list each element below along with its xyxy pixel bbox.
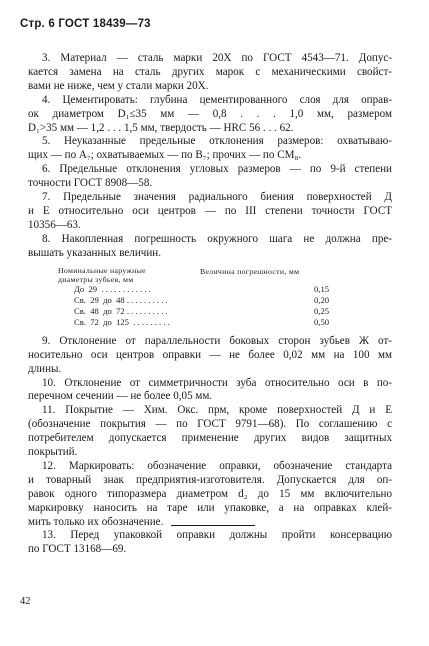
page-number: 42 <box>20 596 31 607</box>
requirements-list-2 <box>28 335 392 558</box>
table-row <box>28 306 392 317</box>
table-cell-value: 0,20 <box>314 294 330 305</box>
text-line: 7. Предельные значения радиального биения поверхностей Д <box>42 191 392 204</box>
requirement-item <box>28 191 392 233</box>
requirement-item <box>28 404 392 460</box>
text-line: 10. Отклонение от симметричности зуба относительно оси в по- <box>42 376 392 389</box>
document-body <box>28 52 392 557</box>
tolerance-table <box>28 266 392 329</box>
table-cell-value: 0,50 <box>314 317 330 328</box>
table-cell-value: 0,25 <box>314 306 330 317</box>
text-line: 9. Отклонение от параллельности боковых сторон зубьев Ж от- <box>42 334 392 347</box>
text-line: и товарный знак предприятия-изготовителя. Допускается для оп- <box>28 473 392 486</box>
table-row <box>28 284 392 295</box>
text-line: и Е относительно оси центров — по III степени точности ГОСТ <box>28 204 392 217</box>
requirement-item <box>28 135 392 163</box>
text-line: 4. Цементировать: глубина цементированного слоя для оправ- <box>42 93 392 106</box>
text-line: 11. Покрытие — Хим. Окс. прм, кроме поверхностей Д и Е <box>42 404 392 417</box>
table-rows <box>28 284 392 329</box>
table-col1-header-line: Номинальные наружные <box>58 265 146 275</box>
requirement-item <box>28 335 392 377</box>
table-col2-header: Величина погрешности, мм <box>200 266 300 276</box>
text-line: щих — по A₇; охватываемых — по B₇; прочих — по CM₈. <box>28 149 302 162</box>
text-line: носительно оси центров оправки — не более 0,02 мм на 100 мм <box>28 348 392 361</box>
requirement-item <box>28 377 392 405</box>
text-line: маркировку наносить на таре или упаковке, а на оправках клей- <box>28 501 392 514</box>
text-line: вами не ниже, чем у стали марки 20Х. <box>28 79 209 92</box>
table-cell-range: До 29 . . . . . . . . . . . . <box>74 283 151 294</box>
table-cell-range: Св. 72 до 125 . . . . . . . . . <box>74 317 170 328</box>
table-col1-header-line: диаметры зубьев, мм <box>58 274 134 284</box>
table-row <box>28 317 392 328</box>
text-line: D₁>35 мм — 1,2 . . . 1,5 мм, твердость — HRC 56 . . . 62. <box>28 121 294 134</box>
text-line: точности ГОСТ 8908—58. <box>28 177 153 190</box>
text-line: потребителем допускается применение других видов защитных <box>28 432 392 445</box>
table-header <box>28 266 392 284</box>
page-header: Стр. 6 ГОСТ 18439—73 <box>20 18 151 30</box>
text-line: 3. Материал — сталь марки 20Х по ГОСТ 4543—71. Допус- <box>42 52 392 64</box>
text-line: 6. Предельные отклонения угловых размеров — по 9-й степени <box>42 163 392 176</box>
end-rule <box>171 525 255 526</box>
table-row <box>28 295 392 306</box>
table-col1-header <box>28 266 178 284</box>
text-line: вышать указанных величин. <box>28 246 161 259</box>
requirement-item <box>28 52 392 94</box>
text-line: (обозначение покрытия — по ГОСТ 9791—68). По соглашению с <box>28 418 392 431</box>
requirement-item <box>28 94 392 136</box>
table-cell-value: 0,15 <box>314 283 330 294</box>
text-line: покрытий. <box>28 446 78 459</box>
text-line: по ГОСТ 13168—69. <box>28 543 127 556</box>
text-line: равок одного типоразмера диаметром d₂ до 15 мм включительно <box>28 487 392 500</box>
requirement-item <box>28 529 392 557</box>
text-line: 13. Перед упаковкой оправки должны пройти консервацию <box>42 529 392 542</box>
requirement-item <box>28 233 392 261</box>
text-line: 5. Неуказанные предельные отклонения размеров: охватываю- <box>42 135 392 148</box>
text-line: мить только их обозначение. <box>28 515 164 528</box>
text-line: длины. <box>28 362 62 375</box>
requirements-list-1 <box>28 52 392 261</box>
requirement-item <box>28 163 392 191</box>
text-line: перечном сечении — не более 0,05 мм. <box>28 390 213 403</box>
text-line: 12. Маркировать: обозначение оправки, обозначение стандарта <box>42 459 392 472</box>
text-line: 10356—63. <box>28 218 81 231</box>
table-cell-range: Св. 29 до 48 . . . . . . . . . . <box>74 294 168 305</box>
text-line: ок диаметром D₁≤35 мм — 0,8 . . . 1,0 мм, размером <box>28 107 392 120</box>
text-line: 8. Накопленная погрешность окружного шага не должна пре- <box>42 232 392 245</box>
requirement-item <box>28 460 392 530</box>
table-cell-range: Св. 48 до 72 . . . . . . . . . . <box>74 306 168 317</box>
text-line: кается замена на сталь других марок с механическими свойст- <box>28 65 392 78</box>
